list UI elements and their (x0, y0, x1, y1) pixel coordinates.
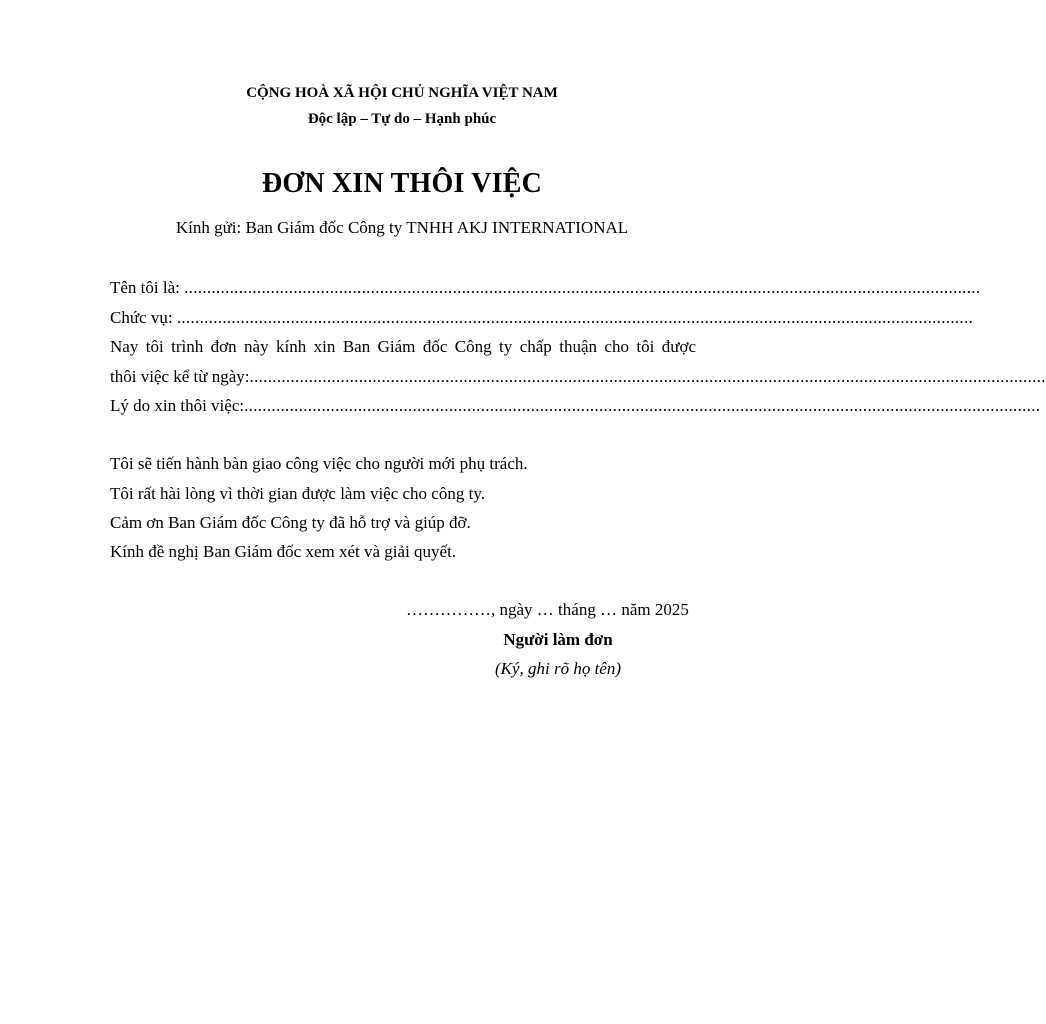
statement-request: Kính đề nghị Ban Giám đốc xem xét và giải quyết. (110, 542, 457, 561)
reason-field-row (110, 396, 1041, 416)
recipient-line: Kính gửi: Ban Giám đốc Công ty TNHH AKJ INTERNATIONAL (175, 218, 629, 237)
statement-satisfaction: Tôi rất hài lòng vì thời gian được làm việc cho công ty. (110, 484, 485, 503)
statement-thanks: Cảm ơn Ban Giám đốc Công ty đã hỗ trợ và giúp đỡ. (110, 513, 471, 532)
reason-label: Lý do xin thôi việc: (110, 396, 245, 415)
name-field-row (110, 278, 981, 298)
signature-note: (Ký, ghi rõ họ tên) (494, 659, 622, 678)
statement-handover: Tôi sẽ tiến hành bàn giao công việc cho người mới phụ trách. (110, 454, 528, 473)
signer-label: Người làm đơn (503, 630, 613, 649)
position-field-row (110, 308, 974, 328)
reason-fill-dots: ............................................................................................................................................................................... (244, 396, 1041, 415)
position-label: Chức vụ: (110, 308, 173, 327)
request-text: Nay tôi trình đơn này kính xin Ban Giám đốc Công ty chấp thuận cho tôi được (110, 337, 696, 356)
position-fill-dots: ............................................................................................................................................................................... (176, 308, 974, 327)
name-fill-dots: ............................................................................................................................................................................... (184, 278, 981, 297)
national-motto: Độc lập – Tự do – Hạnh phúc (307, 111, 497, 127)
name-label: Tên tôi là: (110, 278, 180, 297)
document-title: ĐƠN XIN THÔI VIỆC (261, 168, 543, 199)
date-label: thôi việc kể từ ngày: (110, 367, 250, 386)
date-field-row (110, 367, 1046, 387)
date-fill-dots: ............................................................................................................................................................................... (249, 367, 1046, 386)
signature-date-line: ……………, ngày … tháng … năm 2025 (406, 600, 689, 619)
national-header: CỘNG HOÀ XÃ HỘI CHỦ NGHĨA VIỆT NAM (246, 85, 558, 101)
